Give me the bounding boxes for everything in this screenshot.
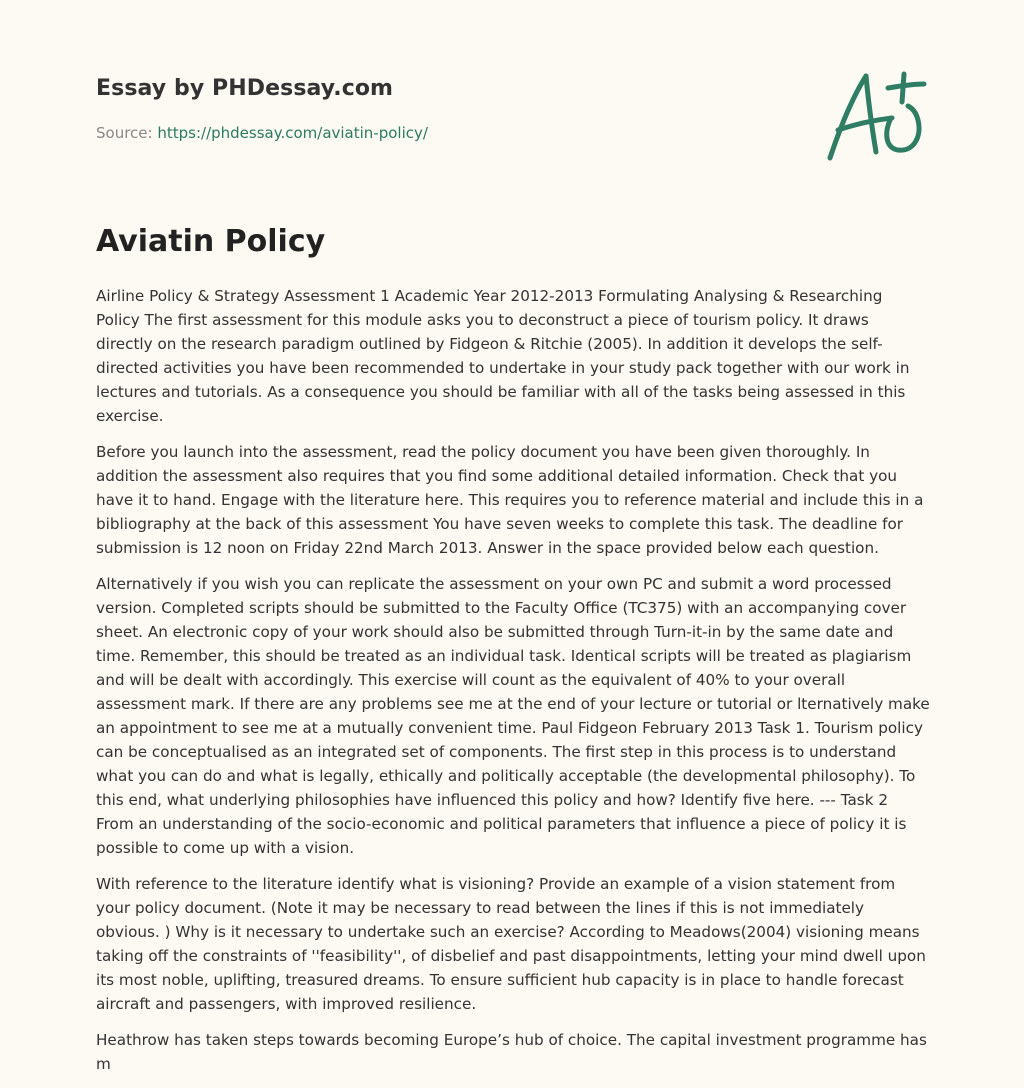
source-label: Source: — [96, 124, 153, 142]
essay-paragraph: Before you launch into the assessment, read the policy document you have been given thoroughly. In addition the assessment also requires that you find some additional detailed information. Check that you have it to hand. Engage with the literature here. This requires you to reference material and include this in a bibliography at the back of this assessment You have seven weeks to complete this task. The deadline for submission is 12 noon on Friday 22nd March 2013. Answer in the space provided below each question. — [96, 443, 924, 557]
essay-title: Aviatin Policy — [96, 224, 326, 259]
essay-paragraph: Alternatively if you wish you can replicate the assessment on your own PC and submit a word processed version. Completed scripts should be submitted to the Faculty Office (TC375) with an accompanying cover sheet. An electronic copy of your work should also be submitted through Turn-it-in by the same date and time. Remember, this should be treated as an individual task. Identical scripts will be treated as plagiarism and will be dealt with accordingly. This exercise will count as the equivalent of 40% to your overall assessment mark. If there are any problems see me at the end of your lecture or tutorial or lternatively make an appointment to see me at a mutually convenient time. Paul Fidgeon February 2013 Task 1. Tourism policy can be conceptualised as an integrated set of components. The first step in this process is to understand what you can do and what is legally, ethically and politically acceptable (the developmental philosophy). To this end, what underlying philosophies have influenced this policy and how? Identify five here. --- Task 2 From an understanding of the socio-economic and political parameters that influence a piece of policy it is possible to come up with a vision. — [96, 575, 930, 857]
essay-paragraph: Airline Policy & Strategy Assessment 1 Academic Year 2012-2013 Formulating Analysing & Researching Policy The first assessment for this module asks you to deconstruct a piece of tourism policy. It draws directly on the research paradigm outlined by Fidgeon & Ritchie (2005). In addition it develops the self-directed activities you have been recommended to undertake in your study pack together with our work in lectures and tutorials. As a consequence you should be familiar with all of the tasks being assessed in this exercise. — [96, 287, 910, 425]
essay-paragraph: Heathrow has taken steps towards becoming Europe’s hub of choice. The capital investment programme has m — [96, 1031, 927, 1073]
a-plus-grade-icon — [822, 68, 928, 164]
source-line — [96, 124, 428, 142]
essay-paragraph: With reference to the literature identify what is visioning? Provide an example of a vision statement from your policy document. (Note it may be necessary to read between the lines if this is not immediately obvious. ) Why is it necessary to undertake such an exercise? According to Meadows(2004) visioning means taking off the constraints of ''feasibility'', of disbelief and past disappointments, letting your mind dwell upon its most noble, uplifting, treasured dreams. To ensure sufficient hub capacity is in place to handle forecast aircraft and passengers, with improved resilience. — [96, 875, 926, 1013]
source-link[interactable]: https://phdessay.com/aviatin-policy/ — [157, 124, 428, 142]
essay-body — [96, 284, 930, 1088]
site-brand: Essay by PHDessay.com — [96, 76, 394, 101]
